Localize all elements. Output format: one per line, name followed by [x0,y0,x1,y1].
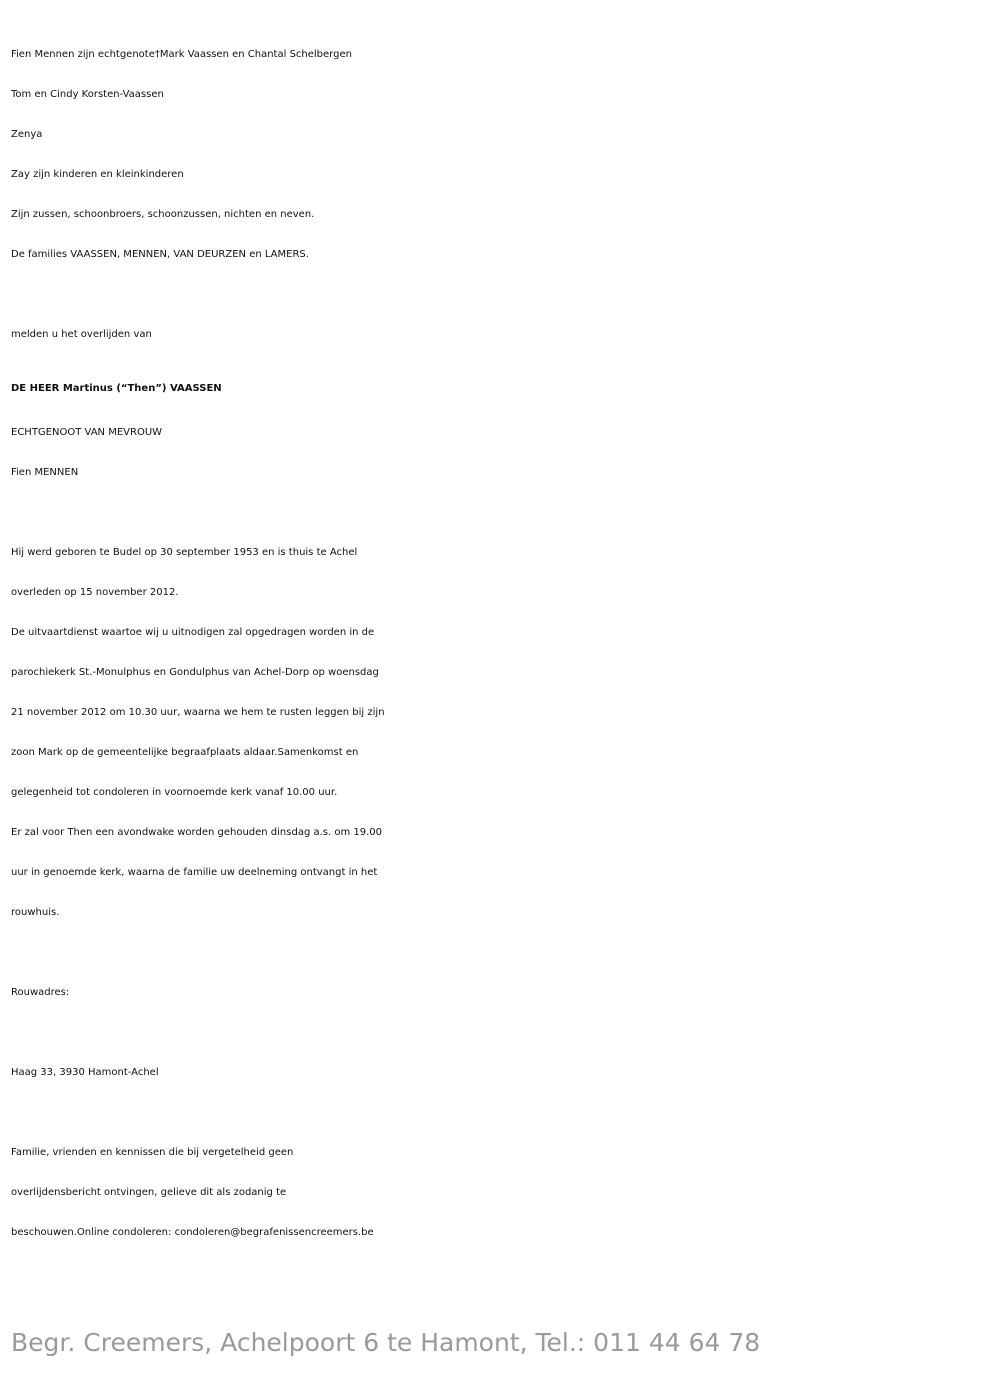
family-list [11,35,996,275]
body-line: uur in genoemde kerk, waarna de familie uw deelneming ontvangt in het [11,867,378,878]
family-line: De families VAASSEN, MENNEN, VAN DEURZEN en LAMERS. [11,249,309,260]
condolence-email: condoleren@begrafenissencreemers.be [174,1227,374,1238]
body-line: Hij werd geboren te Budel op 30 september 1953 en is thuis te Achel [11,547,358,558]
deceased-name: DE HEER Martinus (“Then”) VAASSEN [11,383,222,394]
closing-line: overlijdensbericht ontvingen, gelieve dit als zodanig te [11,1187,287,1198]
body-line: gelegenheid tot condoleren in voornoemde kerk vanaf 10.00 uur. [11,787,338,798]
spacer [11,1093,996,1133]
body-line: Er zal voor Then een avondwake worden gehouden dinsdag a.s. om 19.00 [11,827,383,838]
body-line: rouwhuis. [11,907,60,918]
family-line: Tom en Cindy Korsten-Vaassen [11,89,164,100]
spacer [11,493,996,533]
closing-text [11,1133,996,1253]
closing-line: Familie, vrienden en kennissen die bij vergetelheid geen [11,1147,294,1158]
body-text [11,533,996,933]
body-line: 21 november 2012 om 10.30 uur, waarna we hem te rusten leggen bij zijn [11,707,385,718]
body-line: zoon Mark op de gemeentelijke begraafplaats aldaar.Samenkomst en [11,747,359,758]
family-line: Zay zijn kinderen en kleinkinderen [11,169,184,180]
spacer [11,275,996,315]
family-line: Fien Mennen zijn echtgenote†Mark Vaassen en Chantal Schelbergen [11,49,352,60]
address-label: Rouwadres: [11,987,70,998]
closing-prefix: beschouwen.Online condoleren: [11,1227,175,1238]
spouse-title: ECHTGENOOT VAN MEVROUW [11,427,163,438]
closing-line-last [11,1213,996,1253]
body-line: De uitvaartdienst waartoe wij u uitnodigen zal opgedragen worden in de [11,627,375,638]
announcement-text: melden u het overlijden van [11,329,152,340]
body-line: overleden op 15 november 2012. [11,587,179,598]
spacer [11,1013,996,1053]
family-line: Zenya [11,129,43,140]
body-line: parochiekerk St.-Monulphus en Gondulphus van Achel-Dorp op woensdag [11,667,379,678]
spouse-name: Fien MENNEN [11,467,79,478]
address: Haag 33, 3930 Hamont-Achel [11,1067,159,1078]
family-line: Zijn zussen, schoonbroers, schoonzussen, nichten en neven. [11,209,315,220]
spacer [11,933,996,973]
obituary-notice [11,35,996,1253]
funeral-home-footer: Begr. Creemers, Achelpoort 6 te Hamont, Tel.: 011 44 64 78 [11,1328,761,1357]
